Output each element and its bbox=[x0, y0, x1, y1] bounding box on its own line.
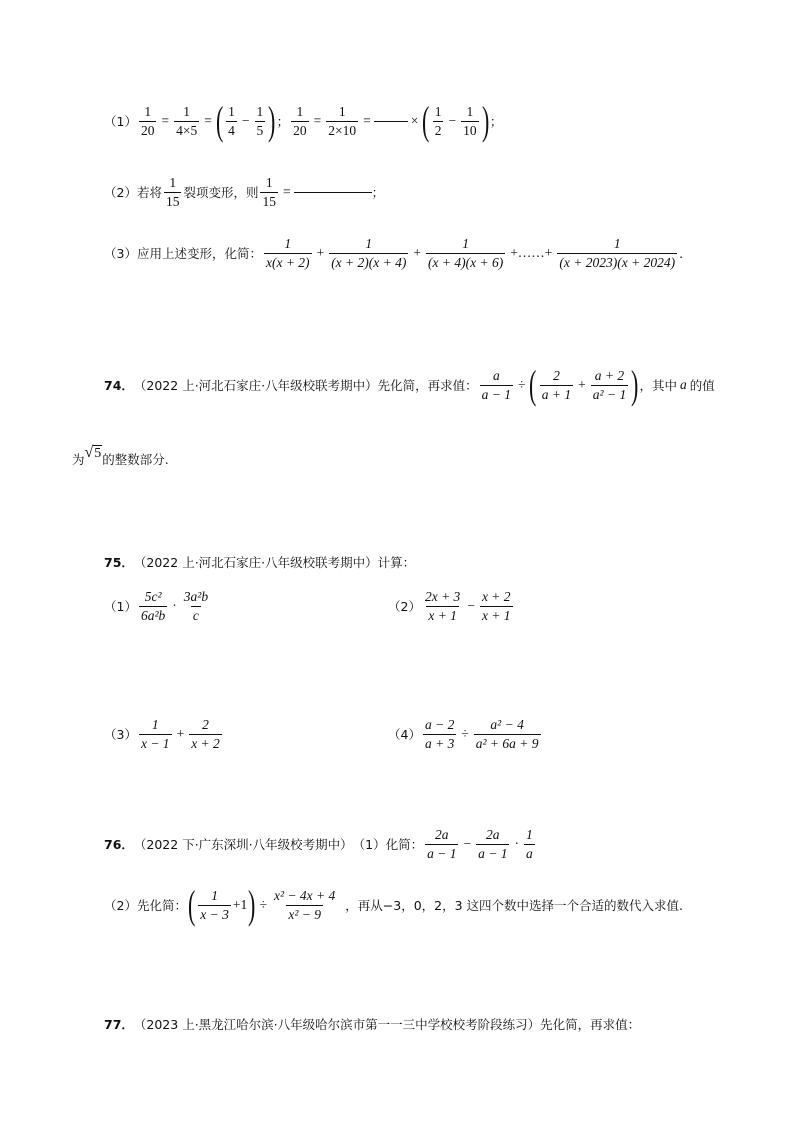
q75-part1: （1） $\frac{\text{5c²}}{\text{6a²b}}$ · $\frac{\text{3a²b}}{c}$ bbox=[104, 588, 209, 623]
fraction: $\frac{1}{a}$ bbox=[525, 826, 533, 861]
part-label: （2） bbox=[388, 599, 421, 614]
text: 若将 bbox=[136, 185, 162, 200]
fraction: $\frac{a - 2}{a + 3}$ bbox=[424, 716, 455, 751]
answer-blank[interactable] bbox=[374, 121, 408, 122]
part-label: （2） bbox=[104, 185, 137, 200]
fraction: $\frac{2}{a + 1}$ bbox=[541, 367, 572, 402]
q75-part4: （4） $\frac{a - 2}{a + 3}$ ÷ $\frac{\text{a² − 4}}{\text{a² + 6a + 9}}$ bbox=[388, 716, 539, 751]
separator: ； bbox=[276, 114, 290, 129]
separator: ； bbox=[489, 114, 503, 129]
q73-part3: （3） 应用上述变形，化简： $\frac{1}{x(x + 2)}$ + $\frac{1}{(x + 2)(x + 4)}$ + $\frac{1}{(x + 4)(x + 6)}$ +……+ $\frac{1}{(x + 2023)(x + 2024)}$ . bbox=[104, 235, 684, 270]
question-text: 为 bbox=[72, 452, 85, 467]
fraction: $\frac{1}{(x + 2)(x + 4)}$ bbox=[331, 235, 407, 270]
part-label: （3） bbox=[104, 246, 137, 261]
question-source: （2022 上·河北石家庄·八年级校联考期中） bbox=[133, 555, 378, 570]
fraction: $\frac{\text{x² − 4x + 4}}{\text{x² − 9}}$ bbox=[274, 887, 336, 922]
question-text: 的值 bbox=[689, 378, 715, 393]
q74-line2 bbox=[72, 444, 169, 474]
question-number: 74． bbox=[104, 378, 134, 393]
part-label: （1） bbox=[104, 599, 137, 614]
plus-one: +1 bbox=[232, 897, 248, 912]
fraction: $\frac{1}{20}$ bbox=[293, 103, 307, 138]
question-text: 先化简，再求值： bbox=[540, 1017, 641, 1032]
part-label: （2）先化简： bbox=[104, 898, 187, 913]
ellipsis: +……+ bbox=[510, 245, 553, 260]
fraction: $\frac{1}{2\times 10}$ bbox=[328, 103, 357, 138]
fraction: $\frac{2}{x + 2}$ bbox=[191, 716, 220, 751]
period: . bbox=[679, 245, 684, 261]
fraction: $\frac{1}{(x + 4)(x + 6)}$ bbox=[428, 235, 504, 270]
question-text: 计算： bbox=[377, 555, 416, 570]
q77-line1 bbox=[104, 1012, 640, 1036]
question-source: （2022 上·河北石家庄·八年级校联考期中） bbox=[133, 378, 378, 393]
variable: a bbox=[680, 377, 687, 392]
q76-line1: 76． （2022 下·广东深圳·八年级校考期中） （1）化简： $\frac{2a}{a - 1}$ − $\frac{2a}{a - 1}$ · $\frac{1}{a}$ bbox=[104, 826, 533, 861]
part-label: （1）化简： bbox=[352, 837, 424, 852]
separator: ； bbox=[371, 185, 385, 200]
q73-part2: （2） 若将 $\frac{1}{15}$ 裂项变形，则 $\frac{1}{15}$ = ； bbox=[104, 174, 385, 209]
fraction: $\frac{1}{4\times 5}$ bbox=[176, 103, 198, 138]
fraction: $\frac{\text{5c²}}{\text{6a²b}}$ bbox=[140, 588, 166, 623]
q73-part1: （1） $\frac{1}{20}$ = $\frac{1}{4\times 5}$ = ( $\frac{1}{4}$ − $\frac{1}{5}$ ) ； $\frac{1}{20}$ = $\frac{1}{2\times 10}$ = × ( $\frac{1}{2}$ − $\frac{1}{10}$ ) ； bbox=[104, 98, 503, 143]
fraction: $\frac{2a}{a - 1}$ bbox=[427, 826, 457, 861]
fraction: $\frac{1}{5}$ bbox=[256, 103, 264, 138]
fraction: $\frac{a + 2}{\text{a² − 1}}$ bbox=[592, 367, 627, 402]
question-text: ，其中 bbox=[639, 378, 678, 393]
square-root: √ 5 bbox=[84, 444, 102, 462]
question-number: 77． bbox=[104, 1017, 134, 1032]
fraction: $\frac{\text{a² − 4}}{\text{a² + 6a + 9}}$ bbox=[475, 716, 539, 751]
fraction: $\frac{1}{20}$ bbox=[140, 103, 155, 138]
question-source: （2023 上·黑龙江哈尔滨·八年级哈尔滨市第一一三中学校校考阶段练习） bbox=[133, 1017, 541, 1032]
fraction: $\frac{1}{x - 3}$ bbox=[200, 887, 229, 922]
part-label: （4） bbox=[388, 727, 421, 742]
q76-line2: （2）先化简： ( $\frac{1}{x - 3}$ +1 ) ÷ $\frac{\text{x² − 4x + 4}}{\text{x² − 9}}$ ，再从−3，0，2，3 这四个数中选择一个合适的数代入求值. bbox=[104, 882, 684, 927]
fraction: $\frac{1}{10}$ bbox=[463, 103, 477, 138]
question-number: 75． bbox=[104, 555, 134, 570]
text: 裂项变形，则 bbox=[183, 185, 259, 200]
part-label: （1） bbox=[104, 114, 137, 129]
answer-blank[interactable] bbox=[294, 192, 372, 193]
q75-line1 bbox=[104, 550, 415, 574]
question-text: 的整数部分. bbox=[102, 452, 169, 467]
fraction: $\frac{1}{(x + 2023)(x + 2024)}$ bbox=[559, 235, 676, 270]
question-source: （2022 下·广东深圳·八年级校考期中） bbox=[133, 837, 353, 852]
part-label: （3） bbox=[104, 727, 137, 742]
fraction: $\frac{\text{3a²b}}{c}$ bbox=[183, 588, 209, 623]
fraction: $\frac{1}{x - 1}$ bbox=[140, 716, 170, 751]
fraction: $\frac{1}{2}$ bbox=[434, 103, 442, 138]
text: 应用上述变形，化简： bbox=[136, 246, 262, 261]
fraction: $\frac{2x + 3}{x + 1}$ bbox=[424, 588, 461, 623]
question-text: 先化简，再求值： bbox=[377, 378, 478, 393]
q75-part3: （3） $\frac{1}{x - 1}$ + $\frac{2}{x + 2}$ bbox=[104, 716, 220, 751]
fraction: $\frac{1}{15}$ bbox=[262, 174, 276, 209]
question-number: 76． bbox=[104, 837, 134, 852]
fraction: $\frac{1}{4}$ bbox=[228, 103, 235, 138]
fraction: $\frac{a}{a - 1}$ bbox=[481, 367, 512, 402]
question-text: ，再从−3，0，2，3 这四个数中选择一个合适的数代入求值. bbox=[345, 898, 684, 913]
q74-line1: 74． （2022 上·河北石家庄·八年级校联考期中） 先化简，再求值： $\frac{a}{a - 1}$ ÷ ( $\frac{2}{a + 1}$ + $\frac{a + 2}{\text{a² − 1}}$ ) ，其中 a 的值 bbox=[104, 362, 715, 407]
fraction: $\frac{2a}{a - 1}$ bbox=[478, 826, 508, 861]
fraction: $\frac{1}{x(x + 2)}$ bbox=[265, 235, 310, 270]
fraction: $\frac{1}{15}$ bbox=[165, 174, 180, 209]
q75-part2: （2） $\frac{2x + 3}{x + 1}$ − $\frac{x + 2}{x + 1}$ bbox=[388, 588, 511, 623]
fraction: $\frac{x + 2}{x + 1}$ bbox=[481, 588, 511, 623]
